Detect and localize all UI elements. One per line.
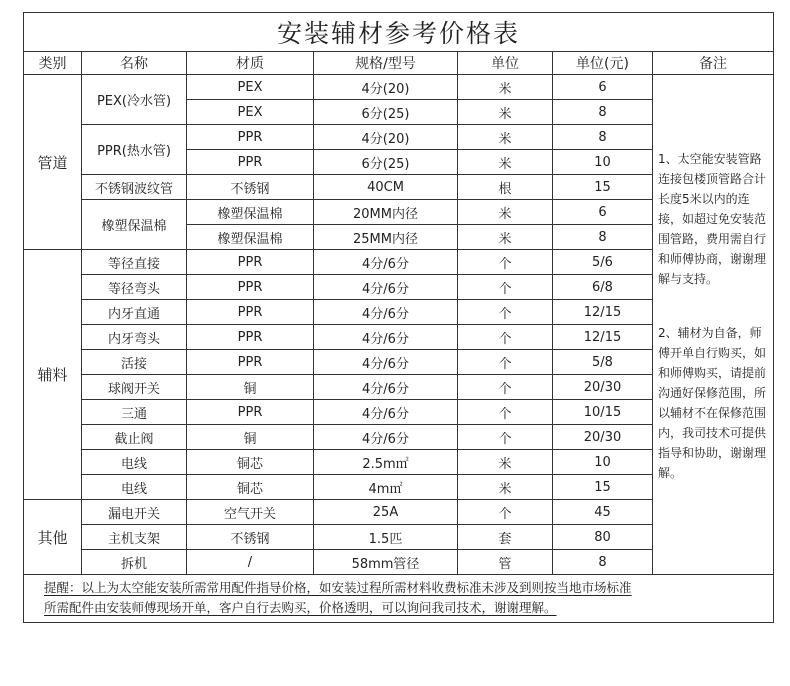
- name-cell: 等径弯头: [82, 275, 187, 300]
- price-cell: 6/8: [553, 275, 653, 300]
- price-cell: 6: [553, 75, 653, 100]
- unit-cell: 套: [458, 525, 553, 550]
- spec-cell: 2.5m㎡: [314, 450, 458, 475]
- material-cell: /: [187, 550, 314, 575]
- category-other: 其他: [24, 500, 82, 575]
- price-cell: 10: [553, 450, 653, 475]
- price-cell: 15: [553, 475, 653, 500]
- spec-cell: 4分/6分: [314, 350, 458, 375]
- unit-cell: 米: [458, 125, 553, 150]
- price-cell: 45: [553, 500, 653, 525]
- name-cell: 漏电开关: [82, 500, 187, 525]
- unit-cell: 米: [458, 225, 553, 250]
- material-cell: 橡塑保温棉: [187, 225, 314, 250]
- spec-cell: 4分(20): [314, 75, 458, 100]
- price-cell: 6: [553, 200, 653, 225]
- spec-cell: 4m㎡: [314, 475, 458, 500]
- material-cell: PPR: [187, 400, 314, 425]
- remark-note-2: 2、辅材为自备，师傅开单自行购买，如和师傅购买，请提前沟通好保修范围，所以辅材不在保修范围内，我司技术可提供指导和协助，谢谢理解。: [658, 326, 767, 480]
- spec-cell: 40CM: [314, 175, 458, 200]
- footer-row: [24, 575, 774, 623]
- price-cell: 15: [553, 175, 653, 200]
- name-cell: 电线: [82, 475, 187, 500]
- header-unit: 单位: [458, 52, 553, 75]
- material-cell: 铜: [187, 375, 314, 400]
- unit-cell: 个: [458, 325, 553, 350]
- name-cell: 不锈钢波纹管: [82, 175, 187, 200]
- material-cell: 不锈钢: [187, 175, 314, 200]
- material-cell: 铜芯: [187, 475, 314, 500]
- footer-line-2: 所需配件由安装师傅现场开单，客户自行去购买，价格透明，可以询问我司技术，谢谢理解。: [44, 600, 557, 615]
- material-cell: 橡塑保温棉: [187, 200, 314, 225]
- name-cell: 内牙弯头: [82, 325, 187, 350]
- material-cell: 铜: [187, 425, 314, 450]
- name-cell: 电线: [82, 450, 187, 475]
- material-cell: 不锈钢: [187, 525, 314, 550]
- unit-cell: 米: [458, 200, 553, 225]
- unit-cell: 个: [458, 350, 553, 375]
- price-cell: 12/15: [553, 325, 653, 350]
- material-cell: PPR: [187, 150, 314, 175]
- unit-cell: 米: [458, 75, 553, 100]
- unit-cell: 米: [458, 450, 553, 475]
- spec-cell: 4分(20): [314, 125, 458, 150]
- group-ppr: PPR(热水管): [82, 125, 187, 175]
- name-cell: 主机支架: [82, 525, 187, 550]
- price-cell: 5/6: [553, 250, 653, 275]
- material-cell: 铜芯: [187, 450, 314, 475]
- spec-cell: 58mm管径: [314, 550, 458, 575]
- price-table: [23, 12, 774, 623]
- header-remark: 备注: [653, 52, 774, 75]
- spec-cell: 4分/6分: [314, 275, 458, 300]
- price-cell: 8: [553, 125, 653, 150]
- table-title: 安装辅材参考价格表: [24, 13, 774, 52]
- group-foam: 橡塑保温棉: [82, 200, 187, 250]
- unit-cell: 米: [458, 150, 553, 175]
- material-cell: PEX: [187, 75, 314, 100]
- spec-cell: 4分/6分: [314, 425, 458, 450]
- footer-reminder: [24, 575, 774, 623]
- header-category: 类别: [24, 52, 82, 75]
- price-cell: 8: [553, 225, 653, 250]
- footer-line-1: 提醒：以上为太空能安装所需常用配件指导价格，如安装过程所需材料收费标准未涉及到则按当地市场标准: [44, 580, 632, 595]
- price-table-sheet: [23, 12, 773, 623]
- header-name: 名称: [82, 52, 187, 75]
- price-cell: 8: [553, 550, 653, 575]
- unit-cell: 米: [458, 100, 553, 125]
- price-cell: 80: [553, 525, 653, 550]
- price-cell: 20/30: [553, 375, 653, 400]
- unit-cell: 管: [458, 550, 553, 575]
- material-cell: PPR: [187, 325, 314, 350]
- spec-cell: 4分/6分: [314, 375, 458, 400]
- unit-cell: 个: [458, 400, 553, 425]
- category-pipe: 管道: [24, 75, 82, 250]
- spec-cell: 25A: [314, 500, 458, 525]
- spec-cell: 6分(25): [314, 150, 458, 175]
- spec-cell: 4分/6分: [314, 300, 458, 325]
- unit-cell: 个: [458, 300, 553, 325]
- table-row: [24, 75, 774, 100]
- spec-cell: 25MM内径: [314, 225, 458, 250]
- header-spec: 规格/型号: [314, 52, 458, 75]
- remark-note-1: 1、太空能安装管路连接包楼顶管路合计长度5米以内的连接，如超过免安装范围管路，费用需自行和师傅协商，谢谢理解与支持。: [658, 152, 767, 286]
- unit-cell: 个: [458, 250, 553, 275]
- unit-cell: 个: [458, 500, 553, 525]
- price-cell: 5/8: [553, 350, 653, 375]
- material-cell: PPR: [187, 275, 314, 300]
- category-aux: 辅料: [24, 250, 82, 500]
- unit-cell: 个: [458, 375, 553, 400]
- name-cell: 内牙直通: [82, 300, 187, 325]
- spec-cell: 20MM内径: [314, 200, 458, 225]
- unit-cell: 个: [458, 425, 553, 450]
- header-price: 单位(元): [553, 52, 653, 75]
- material-cell: PEX: [187, 100, 314, 125]
- name-cell: 三通: [82, 400, 187, 425]
- name-cell: 球阀开关: [82, 375, 187, 400]
- spec-cell: 6分(25): [314, 100, 458, 125]
- header-material: 材质: [187, 52, 314, 75]
- name-cell: 活接: [82, 350, 187, 375]
- unit-cell: 根: [458, 175, 553, 200]
- material-cell: 空气开关: [187, 500, 314, 525]
- spec-cell: 4分/6分: [314, 325, 458, 350]
- material-cell: PPR: [187, 250, 314, 275]
- name-cell: 拆机: [82, 550, 187, 575]
- price-cell: 12/15: [553, 300, 653, 325]
- name-cell: 等径直接: [82, 250, 187, 275]
- price-cell: 8: [553, 100, 653, 125]
- price-cell: 10: [553, 150, 653, 175]
- material-cell: PPR: [187, 300, 314, 325]
- unit-cell: 个: [458, 275, 553, 300]
- price-cell: 20/30: [553, 425, 653, 450]
- header-row: [24, 52, 774, 75]
- group-pex: PEX(冷水管): [82, 75, 187, 125]
- spec-cell: 4分/6分: [314, 250, 458, 275]
- spec-cell: 4分/6分: [314, 400, 458, 425]
- material-cell: PPR: [187, 350, 314, 375]
- name-cell: 截止阀: [82, 425, 187, 450]
- material-cell: PPR: [187, 125, 314, 150]
- price-cell: 10/15: [553, 400, 653, 425]
- remarks-cell: [653, 75, 774, 575]
- unit-cell: 米: [458, 475, 553, 500]
- spec-cell: 1.5匹: [314, 525, 458, 550]
